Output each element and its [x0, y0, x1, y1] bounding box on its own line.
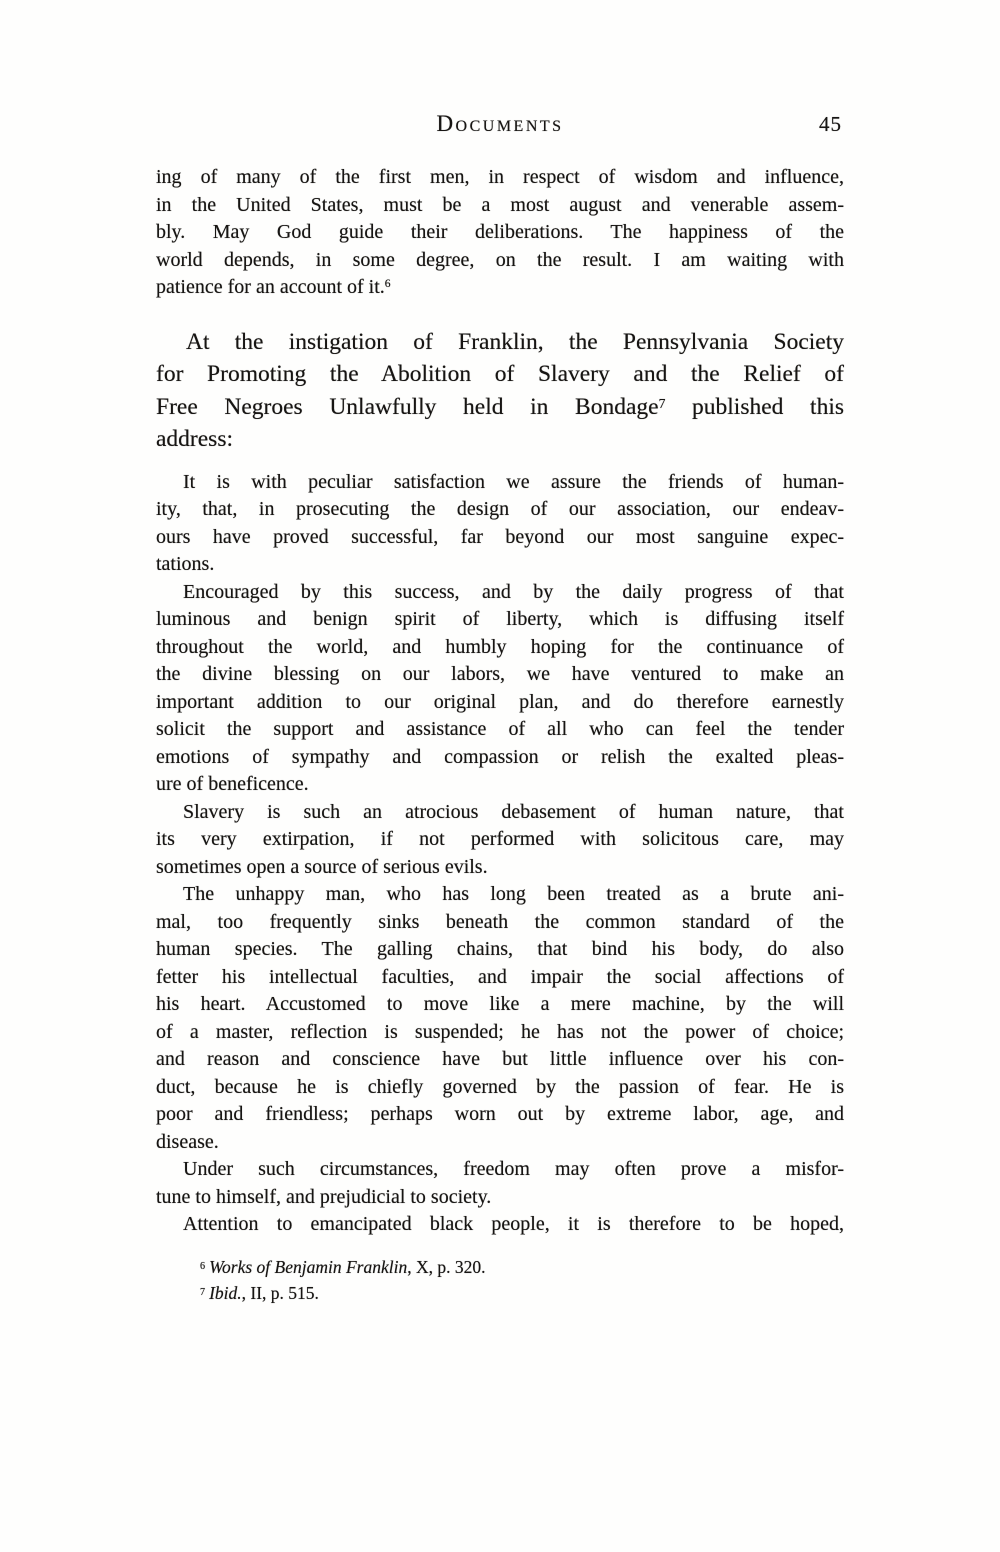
footnote-detail: , II, p. 515. — [241, 1282, 319, 1303]
text-line: fetter his intellectual faculties, and impair the social affections of — [156, 965, 844, 988]
address-paragraph-6 — [156, 1211, 844, 1239]
text-line: tations. — [156, 553, 215, 575]
text-line: ing of many of the first men, in respect of wisdom and influence, — [156, 166, 844, 188]
footnote-marker: 7 — [658, 395, 666, 411]
text-line: of a master, reflection is suspended; he has not the power of choice; — [156, 1020, 844, 1043]
footnote-marker: 6 — [384, 277, 391, 290]
footnote-source: Works of Benjamin Franklin — [209, 1256, 408, 1277]
address-paragraph-2 — [156, 579, 844, 799]
text-line: and reason and conscience have but little influence over his con- — [156, 1048, 844, 1070]
text-line: disease. — [156, 1130, 219, 1153]
footnotes — [156, 1254, 844, 1306]
text-line: At the instigation of Franklin, the Pennsylvania Society — [186, 328, 844, 355]
text-line: poor and friendless; perhaps worn out by extreme labor, age, and — [156, 1103, 844, 1125]
text-line: human species. The galling chains, that bind his body, do also — [156, 938, 844, 960]
text-line: Encouraged by this success, and by the daily progress of that — [183, 580, 844, 603]
address-paragraph-5 — [156, 1156, 844, 1211]
text-line: ure of beneficence. — [156, 773, 309, 795]
text-line: luminous and benign spirit of liberty, which is diffusing itself — [156, 608, 844, 630]
text-run: Free Negroes Unlawfully held in Bondage — [156, 393, 659, 420]
text-line: ours have proved successful, far beyond our most sanguine expec- — [156, 525, 844, 548]
page-number: 45 — [819, 112, 842, 136]
text-line: for Promoting the Abolition of Slavery and the Relief of — [156, 361, 844, 387]
address-paragraph-3 — [156, 799, 844, 882]
text-line: emotions of sympathy and compassion or relish the exalted pleas- — [156, 745, 844, 768]
text-line: important addition to our original plan, and do therefore earnestly — [156, 690, 844, 713]
narrative-paragraph — [156, 326, 844, 456]
text-line: throughout the world, and humbly hoping for the continuance of — [156, 635, 844, 658]
text-line: sometimes open a source of serious evils. — [156, 855, 488, 878]
text-line: Attention to emancipated black people, it is therefore to be hoped, — [183, 1213, 844, 1235]
footnote-marker: 6 — [200, 1260, 206, 1272]
text-line: in the United States, must be a most august and venerable assem- — [156, 193, 844, 216]
text-line: his heart. Accustomed to move like a mere machine, by the will — [156, 993, 844, 1015]
running-title: Documents — [436, 111, 564, 136]
text-line: the divine blessing on our labors, we have ventured to make an — [156, 663, 844, 685]
text-line: mal, too frequently sinks beneath the common standard of the — [156, 910, 844, 933]
address-quote — [156, 469, 844, 1239]
text-line: It is with peculiar satisfaction we assure the friends of human- — [183, 470, 844, 493]
text-line: duct, because he is chiefly governed by the passion of fear. He is — [156, 1075, 844, 1098]
text-line: bly. May God guide their deliberations. The happiness of the — [156, 221, 844, 243]
address-paragraph-1 — [156, 469, 844, 579]
text-line: Slavery is such an atrocious debasement of human nature, that — [183, 800, 844, 823]
text-block — [156, 110, 844, 1306]
text-line: address: — [156, 426, 234, 452]
footnote-marker: 7 — [200, 1286, 206, 1298]
footnote-2 — [200, 1280, 844, 1306]
footnote-detail: , X, p. 320. — [407, 1256, 486, 1277]
text-line: solicit the support and assistance of all who can feel the tender — [156, 718, 844, 740]
text-run: patience for an account of it. — [156, 276, 385, 298]
text-line: The unhappy man, who has long been treated as a brute ani- — [183, 883, 844, 905]
text-line — [156, 391, 844, 424]
text-line: tune to himself, and prejudicial to society. — [156, 1185, 492, 1208]
text-line: ity, that, in prosecuting the design of our association, our endeav- — [156, 498, 844, 520]
text-line: world depends, in some degree, on the result. I am waiting with — [156, 248, 844, 271]
text-line: its very extirpation, if not performed with solicitous care, may — [156, 828, 844, 850]
quote-continuation-paragraph — [156, 164, 844, 302]
text-line: Under such circumstances, freedom may often prove a misfor- — [183, 1158, 844, 1180]
text-line — [156, 274, 844, 302]
footnote-source: Ibid. — [209, 1282, 242, 1303]
footnote-1 — [200, 1254, 844, 1280]
address-paragraph-4 — [156, 881, 844, 1156]
running-header — [156, 110, 844, 138]
text-run: published this — [665, 393, 844, 420]
